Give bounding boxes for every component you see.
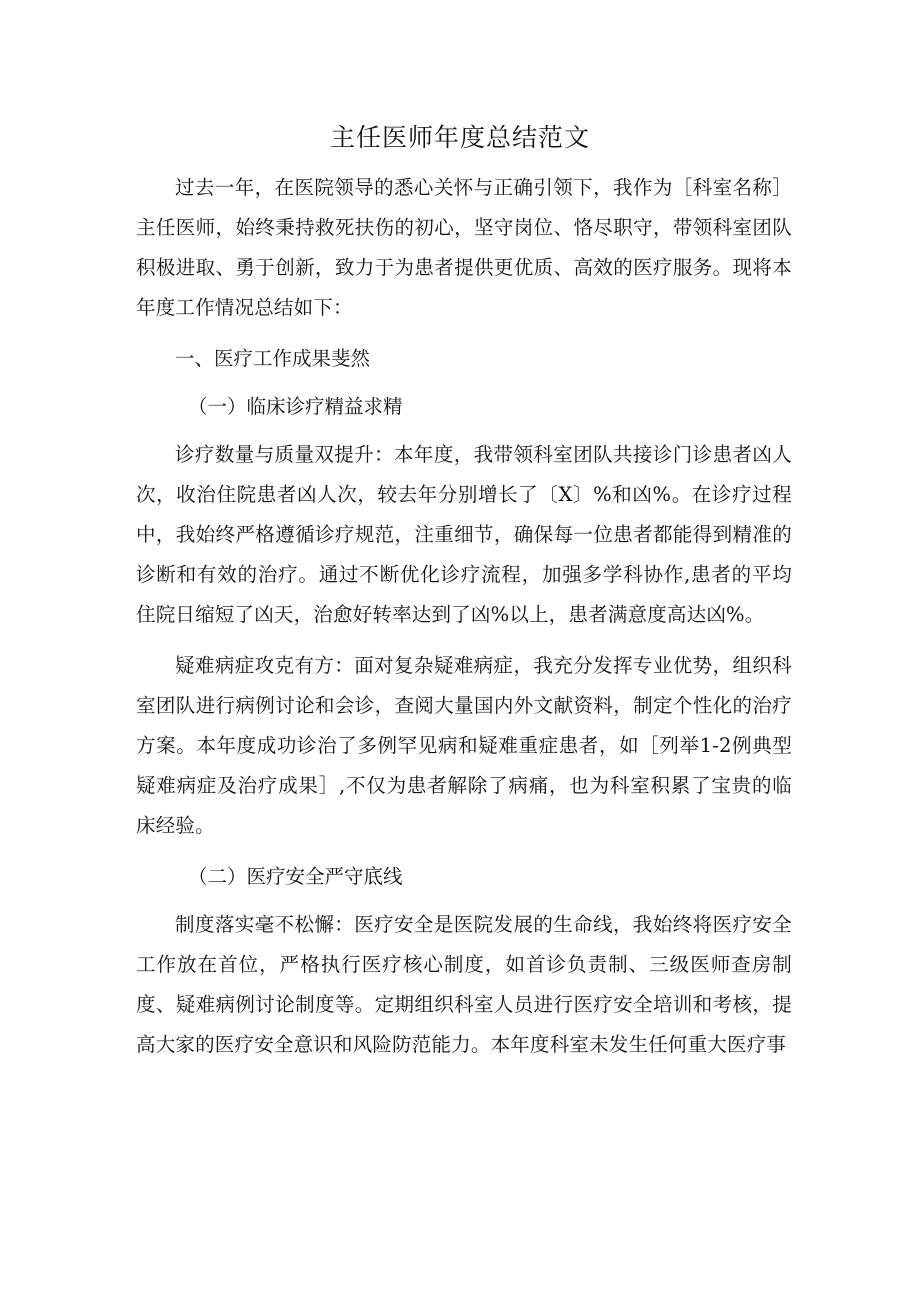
paragraph-system-implementation: 制度落实毫不松懈：医疗安全是医院发展的生命线，我始终将医疗安全工作放在首位，严格执行医疗核心制度，如首诊负责制、三级医师查房制度、疑难病例讨论制度等。定期组织科室人员进行医疗安全培训和考核，提高大家的医疗安全意识和风险防范能力。本年度科室未发生任何重大医疗事 xyxy=(136,913,792,1056)
subsection-heading-safety: （二）医疗安全严守底线 xyxy=(188,865,403,888)
subsection-heading-clinical: （一）临床诊疗精益求精 xyxy=(188,395,403,418)
intro-paragraph: 过去一年，在医院领导的悉心关怀与正确引领下，我作为［科室名称］主任医师，始终秉持救死扶伤的初心，坚守岗位、恪尽职守，带领科室团队积极进取、勇于创新，致力于为患者提供更优质、高效的医疗服务。现将本年度工作情况总结如下： xyxy=(136,176,792,319)
paragraph-diagnosis-quantity: 诊疗数量与质量双提升：本年度，我带领科室团队共接诊门诊患者凶人次，收治住院患者凶人次，较去年分别增长了〔X〕%和凶%。在诊疗过程中，我始终严格遵循诊疗规范，注重细节，确保每一位患者都能得到精准的诊断和有效的治疗。通过不断优化诊疗流程，加强多学科协作,患者的平均住院日缩短了凶天，治愈好转率达到了凶%以上，患者满意度高达凶%。 xyxy=(136,443,792,626)
document-body xyxy=(136,168,792,1076)
document-title: 主任医师年度总结范文 xyxy=(329,123,590,152)
paragraph-difficult-cases: 疑难病症攻克有方：面对复杂疑难病症，我充分发挥专业优势，组织科室团队进行病例讨论和会诊，查阅大量国内外文献资料，制定个性化的治疗方案。本年度成功诊治了多例罕见病和疑难重症患者，如［列举1-2例典型疑难病症及治疗成果］,不仅为患者解除了病痛，也为科室积累了宝贵的临床经验。 xyxy=(136,654,792,837)
section-heading-medical-work: 一、医疗工作成果斐然 xyxy=(175,347,371,370)
